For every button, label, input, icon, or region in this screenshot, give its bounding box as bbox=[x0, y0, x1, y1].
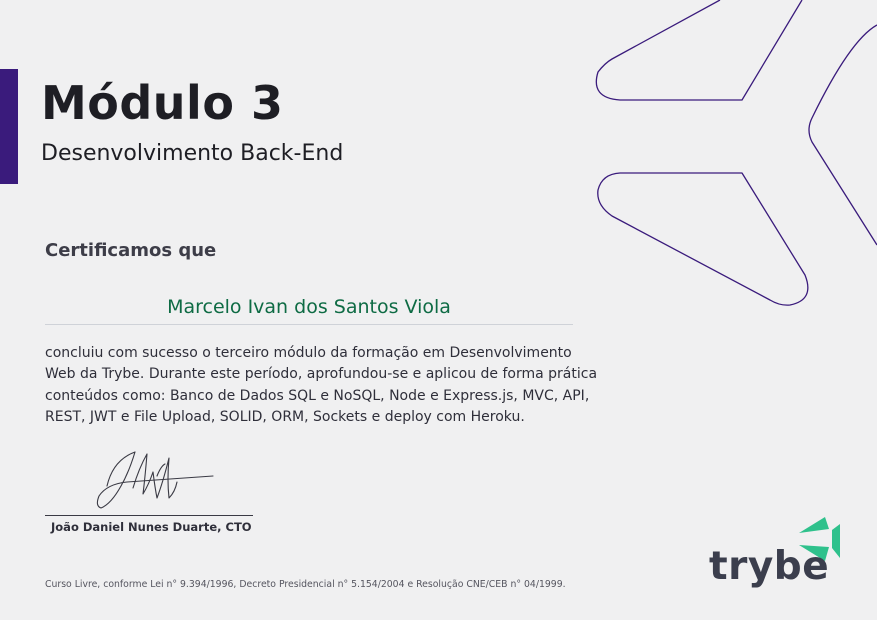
module-title: Módulo 3 bbox=[41, 76, 284, 130]
body-line: concluiu com sucesso o terceiro módulo da formação em Desenvolvimento bbox=[45, 345, 572, 361]
body-line: conteúdos como: Banco de Dados SQL e NoSQL, Node e Express.js, MVC, API, bbox=[45, 387, 590, 404]
certificate-body bbox=[45, 343, 625, 428]
accent-bar bbox=[0, 69, 18, 184]
legal-note: Curso Livre, conforme Lei n° 9.394/1996, Decreto Presidencial n° 5.154/2004 e Resolução CNE/CEB n° 04/1999. bbox=[45, 579, 566, 590]
certify-label: Certificamos que bbox=[45, 240, 217, 261]
module-subtitle: Desenvolvimento Back-End bbox=[41, 141, 344, 166]
recipient-name: Marcelo Ivan dos Santos Viola bbox=[167, 296, 451, 318]
body-line: REST, JWT e File Upload, SOLID, ORM, Sockets e deploy com Heroku. bbox=[45, 408, 525, 425]
trybe-logo-text: trybe bbox=[709, 544, 830, 589]
signature-line bbox=[45, 515, 253, 516]
airplane-bottom-wing bbox=[598, 173, 808, 305]
recipient-underline bbox=[45, 324, 573, 325]
airplane-top-wing bbox=[596, 0, 802, 100]
signer-name: João Daniel Nunes Duarte, CTO bbox=[51, 520, 252, 534]
signature-image bbox=[95, 448, 225, 512]
airplane-nose bbox=[809, 25, 877, 245]
body-line: Web da Trybe. Durante este período, aprofundou-se e aplicou de forma prática bbox=[45, 366, 598, 383]
